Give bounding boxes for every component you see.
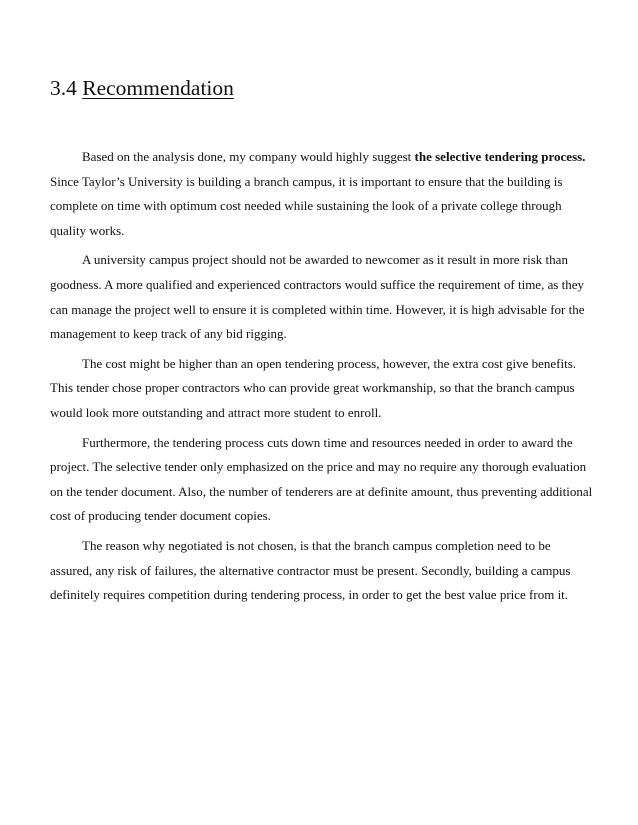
paragraph-2: A university campus project should not be awarded to newcomer as it result in more risk than goodness. A more qualified and experienced contractors would suffice the requirement of time, as they can manage the project well to ensure it is completed within time. However, it is high advisable for the management to keep track of any bid rigging.	[50, 252, 585, 342]
paragraph-5: The reason why negotiated is not chosen, is that the branch campus completion need to be assured, any risk of failures, the alternative contractor must be present. Secondly, building a campus definitely requires competition during tendering process, in order to get the best value price from it.	[50, 537, 571, 603]
paragraph-1-intro: Based on the analysis done, my company would highly suggest	[82, 149, 415, 164]
section-title: Recommendation	[82, 76, 234, 100]
paragraph-4: Furthermore, the tendering process cuts down time and resources needed in order to award the project. The selective tender only emphasized on the price and may no require any thorough evaluation on the tender document. Also, the number of tenderers are at definite amount, thus preventing additional cost of producing tender document copies.	[50, 434, 593, 524]
section-number: 3.4	[50, 76, 77, 100]
paragraph-1-rest: Since Taylor’s University is building a branch campus, it is important to ensure that the building is complete on time with optimum cost needed while sustaining the look of a private college through quality works.	[50, 173, 563, 238]
section-heading	[50, 74, 234, 102]
paragraph-1	[50, 145, 595, 243]
body-text	[50, 145, 595, 613]
paragraph-1-emphasis: the selective tendering process.	[414, 149, 586, 164]
paragraph-3: The cost might be higher than an open tendering process, however, the extra cost give benefits. This tender chose proper contractors who can provide great workmanship, so that the branch campus would look more outstanding and attract more student to enroll.	[50, 355, 577, 420]
